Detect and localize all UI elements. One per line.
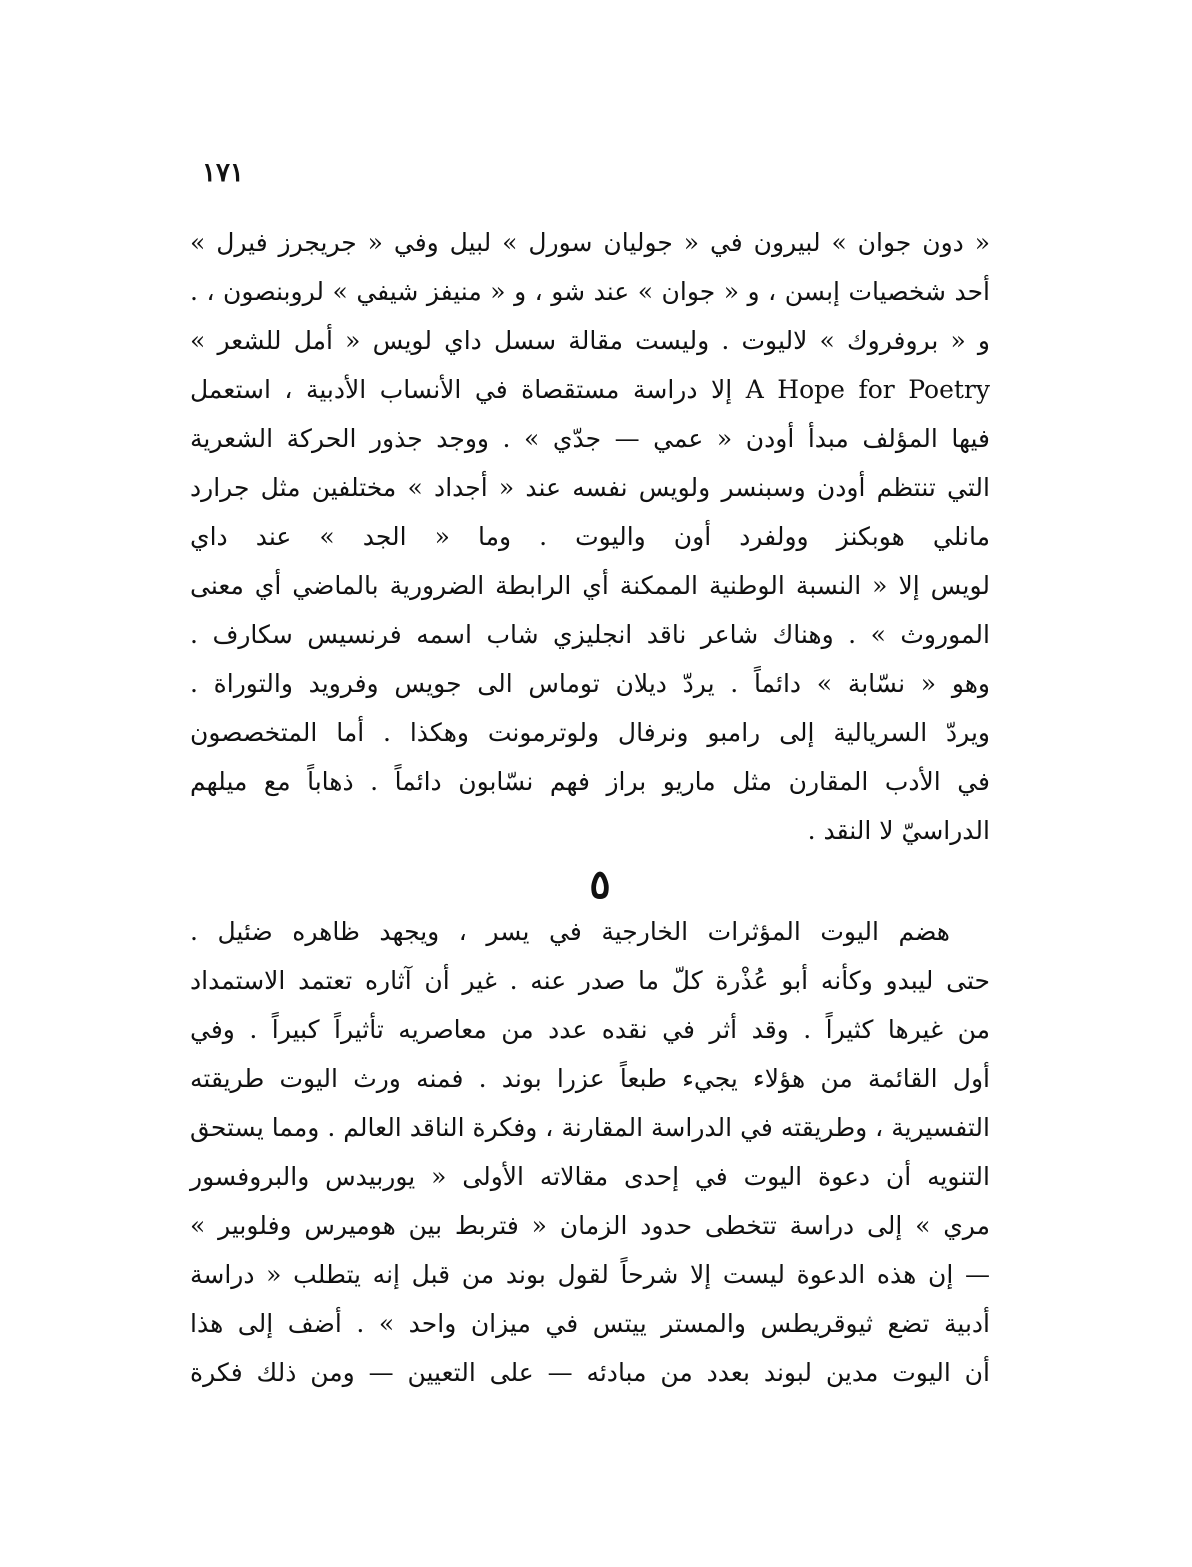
text-line: التفسيرية ، وطريقته في الدراسة المقارنة ، وفكرة الناقد العالم . ومما يستحق xyxy=(190,1113,990,1142)
text-line: مري » إلى دراسة تتخطى حدود الزمان « فتربط بين هوميرس وفلوبير » xyxy=(190,1211,990,1240)
text-line: لويس إلا « النسبة الوطنية الممكنة أي الرابطة الضرورية بالماضي أي معنى xyxy=(190,571,990,600)
text-line: من غيرها كثيراً . وقد أثر في نقده عدد من معاصريه تأثيراً كبيراً . وفي xyxy=(190,1015,990,1044)
text-line: في الأدب المقارن مثل ماريو براز فهم نسّابون دائماً . ذهاباً مع ميلهم xyxy=(190,767,990,796)
section-number: ٥ xyxy=(589,861,611,908)
text-line: الموروث » . وهناك شاعر ناقد انجليزي شاب اسمه فرنسيس سكارف . xyxy=(190,620,990,649)
text-line: التي تنتظم أودن وسبنسر ولويس نفسه عند « أجداد » مختلفين مثل جرارد xyxy=(190,473,990,502)
text-line: ويردّ السريالية إلى رامبو ونرفال ولوترمونت وهكذا . أما المتخصصون xyxy=(190,718,990,747)
text-line: التنويه أن دعوة اليوت في إحدى مقالاته الأولى « يوربيدس والبروفسور xyxy=(190,1162,990,1191)
paragraph-1 xyxy=(190,218,990,855)
text-line: مانلي هوبكنز وولفرد أون واليوت . وما « الجد » عند داي xyxy=(190,522,990,551)
text-line: و « بروفروك » لاليوت . وليست مقالة سسل داي لويس « أمل للشعر » xyxy=(190,326,990,355)
text-line: أول القائمة من هؤلاء يجيء طبعاً عزرا بوند . فمنه ورث اليوت طريقته xyxy=(190,1064,990,1093)
paragraph-2 xyxy=(190,907,990,1397)
text-line: الدراسيّ لا النقد . xyxy=(807,816,990,845)
text-line: فيها المؤلف مبدأ أودن « عمي — جدّي » . ووجد جذور الحركة الشعرية xyxy=(190,424,990,453)
text-line: — إن هذه الدعوة ليست إلا شرحاً لقول بوند من قبل إنه يتطلب « دراسة xyxy=(190,1260,990,1289)
text-line: هضم اليوت المؤثرات الخارجية في يسر ، ويجهد ظاهره ضئيل . xyxy=(190,917,950,946)
text-line: أن اليوت مدين لبوند بعدد من مبادئه — على التعيين — ومن ذلك فكرة xyxy=(190,1358,990,1387)
text-line: « دون جوان » لبيرون في « جوليان سورل » لبيل وفي « جريجرز فيرل » xyxy=(190,228,990,257)
text-line: A Hope for Poetry إلا دراسة مستقصاة في الأنساب الأدبية ، استعمل xyxy=(190,375,990,404)
text-line: أحد شخصيات إبسن ، و « جوان » عند شو ، و « منيفز شيفي » لروبنصون ، . xyxy=(190,277,990,306)
page-number: ١٧١ xyxy=(202,158,244,188)
text-line: وهو « نسّابة » دائماً . يردّ ديلان توماس الى جويس وفرويد والتوراة . xyxy=(190,669,990,698)
text-line: حتى ليبدو وكأنه أبو عُذْرة كلّ ما صدر عنه . غير أن آثاره تعتمد الاستمداد xyxy=(190,966,990,995)
text-line: أدبية تضع ثيوقريطس والمستر ييتس في ميزان واحد » . أضف إلى هذا xyxy=(190,1309,990,1338)
